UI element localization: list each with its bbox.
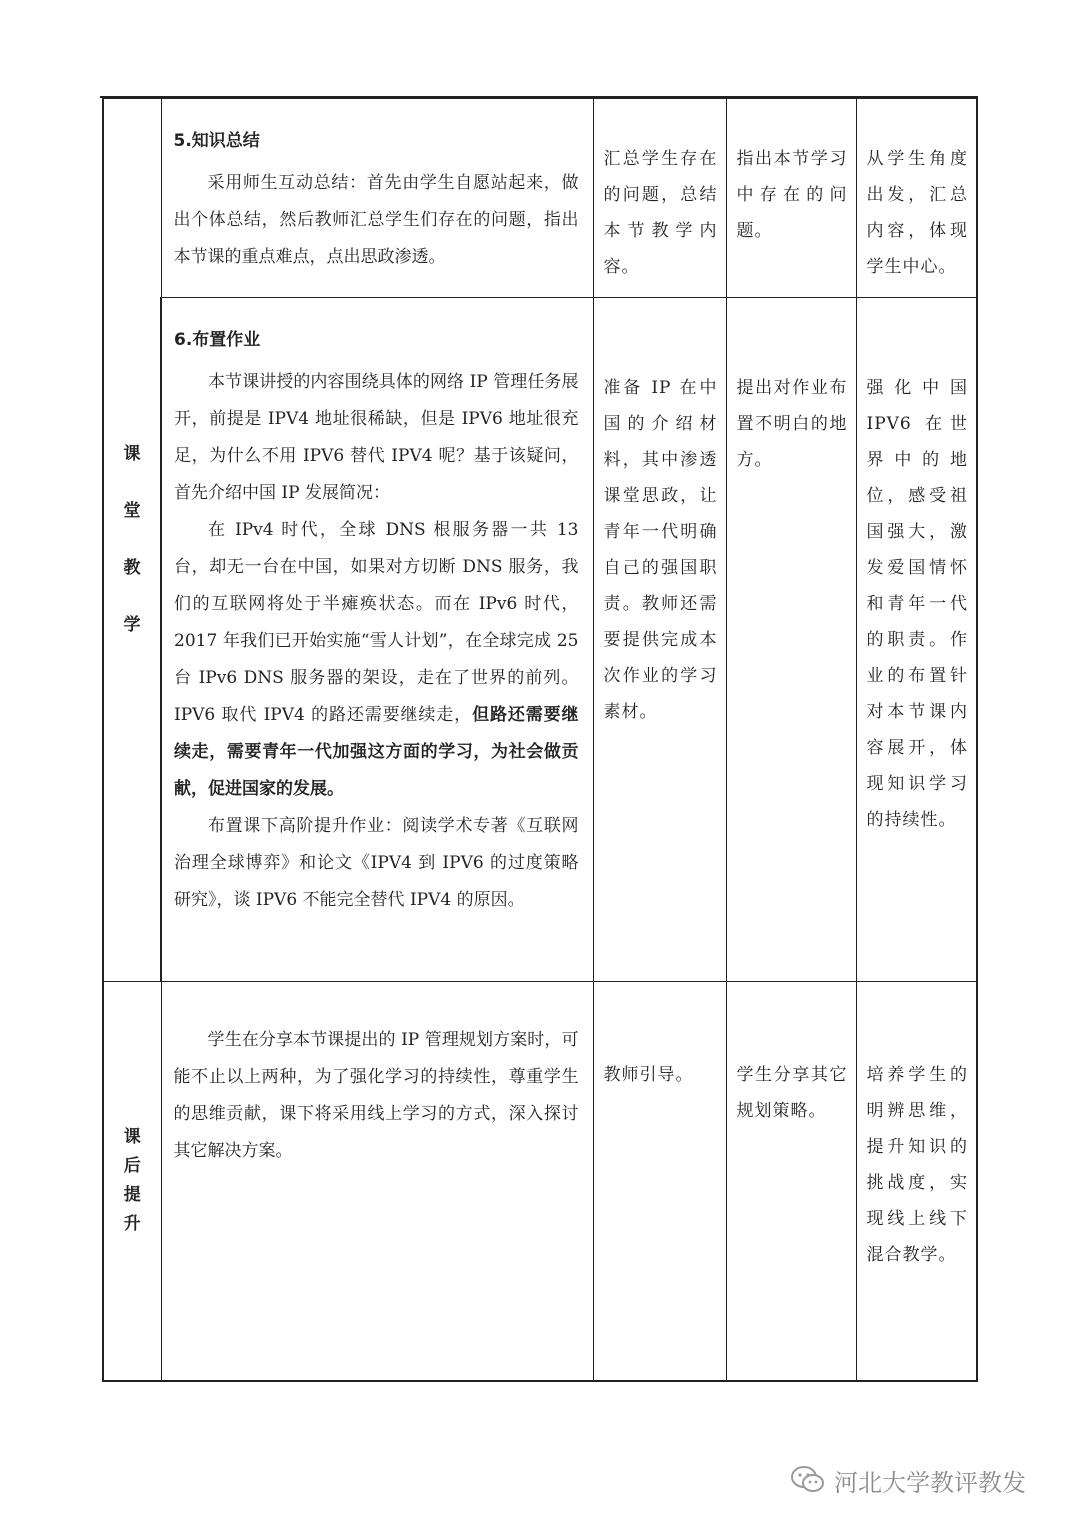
student-cell [726, 981, 856, 1381]
student-activity: 提出对作业布置不明白的地方。 [736, 377, 848, 470]
student-activity: 指出本节学习中存在的问题。 [736, 149, 848, 241]
teacher-cell [593, 98, 726, 297]
watermark [790, 1460, 1026, 1500]
content-paragraph: 学生在分享本节课提出的 IP 管理规划方案时，可能不止以上两种，为了强化学习的持续性，尊重学生的思维贡献，课下将采用线上学习的方式，深入探讨其它解决方案。 [173, 1029, 579, 1161]
content-cell [161, 981, 593, 1381]
table-row-homework [103, 297, 977, 981]
stage-char: 课 [123, 1126, 141, 1147]
design-intent: 从学生角度出发，汇总内容，体现学生中心。 [866, 149, 968, 277]
content-paragraph: 本节课讲授的内容围绕具体的网络 IP 管理任务展开，前提是 IPV4 地址很稀缺，但是 IPV6 地址很充足，为什么不用 IPV6 替代 IPV4 呢？基于该疑问，首先介绍中国 IP 发展简况： [174, 371, 579, 503]
teacher-cell [593, 981, 726, 1381]
stage-char: 升 [123, 1213, 141, 1234]
design-cell [856, 981, 977, 1381]
teacher-activity: 准备 IP 在中国的介绍材料，其中渗透课堂思政，让青年一代明确自己的强国职责。教师还需要提供完成本次作业的学习素材。 [603, 377, 718, 722]
content-cell [161, 297, 593, 981]
section-title-summary: 5.知识总结 [173, 131, 260, 151]
student-cell [726, 297, 856, 981]
stage-char: 后 [123, 1155, 141, 1176]
stage-char: 课 [123, 443, 141, 464]
table-row-after-class [103, 981, 977, 1381]
design-cell [856, 98, 977, 297]
stage-classroom-teaching [103, 98, 161, 981]
wechat-icon [790, 1465, 826, 1495]
design-intent: 培养学生的明辨思维，提升知识的挑战度，实现线上线下混合教学。 [866, 1064, 968, 1265]
stage-char: 提 [123, 1184, 141, 1205]
bold-text: 但路还需要继续走，需要青年一代加强这方面的学习，为社会做贡献，促进国家的发展。 [174, 704, 579, 799]
watermark-text: 河北大学教评教发 [834, 1468, 1026, 1497]
content-paragraph: 布置课下高阶提升作业：阅读学术专著《互联网治理全球博弈》和论文《IPV4 到 IPV6 的过度策略研究》，谈 IPV6 不能完全替代 IPV4 的原因。 [174, 815, 579, 910]
table-row-summary [103, 98, 977, 297]
teacher-activity: 教师引导。 [603, 1064, 694, 1085]
teacher-cell [593, 297, 726, 981]
student-cell [726, 98, 856, 297]
lesson-plan-table [102, 97, 978, 1382]
teacher-activity: 汇总学生存在的问题，总结本节教学内容。 [603, 149, 718, 277]
stage-char: 学 [123, 614, 141, 635]
section-title-homework: 6.布置作业 [174, 329, 261, 350]
content-paragraph [174, 512, 579, 808]
design-cell [856, 297, 977, 981]
stage-char: 教 [123, 557, 141, 578]
content-cell [161, 98, 593, 297]
stage-after-class [103, 981, 161, 1381]
content-paragraph: 采用师生互动总结：首先由学生自愿站起来，做出个体总结，然后教师汇总学生们存在的问题，指出本节课的重点难点，点出思政渗透。 [173, 173, 579, 267]
plain-text: 在 IPv4 时代，全球 DNS 根服务器一共 13 台，却无一台在中国，如果对方切断 DNS 服务，我们的互联网将处于半瘫痪状态。而在 IPv6 时代，2017 年我们已开始实施“雪人计划”，在全球完成 25 台 IPv6 DNS 服务器的架设，走在了世界的前列。IPV6 取代 IPV4 的路还需要继续走， [174, 519, 579, 725]
design-intent: 强化中国 IPV6 在世界中的地位，感受祖国强大，激发爱国情怀和青年一代的职责。作业的布置针对本节课内容展开，体现知识学习的持续性。 [866, 377, 968, 830]
stage-char: 堂 [123, 500, 141, 521]
student-activity: 学生分享其它规划策略。 [736, 1064, 848, 1121]
